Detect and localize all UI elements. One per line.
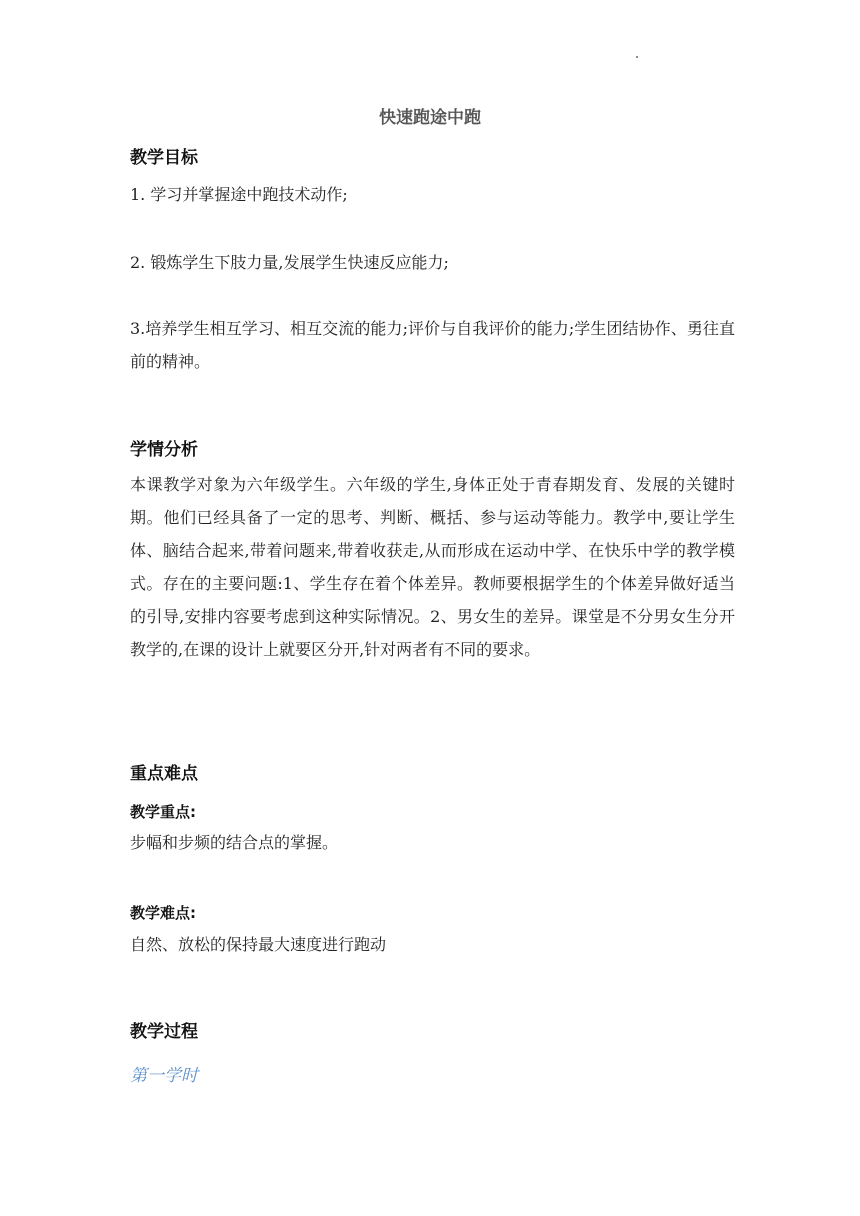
objective-item-3: 3.培养学生相互学习、相互交流的能力;评价与自我评价的能力;学生团结协作、勇往直前的精神。	[130, 319, 735, 371]
document-title: 快速跑途中跑	[379, 108, 481, 128]
objectives-heading: 教学目标	[130, 148, 198, 168]
analysis-heading: 学情分析	[130, 440, 198, 460]
process-heading: 教学过程	[130, 1022, 198, 1042]
keypoints-heading: 重点难点	[130, 764, 198, 784]
focus-label: 教学重点:	[130, 803, 196, 821]
objective-item-2: 2. 锻炼学生下肢力量,发展学生快速反应能力;	[130, 253, 449, 272]
session-label: 第一学时	[130, 1066, 198, 1086]
difficulty-text: 自然、放松的保持最大速度进行跑动	[130, 935, 387, 954]
difficulty-label: 教学难点:	[130, 904, 196, 922]
header-dot	[636, 56, 638, 58]
analysis-text: 本课教学对象为六年级学生。六年级的学生,身体正处于青春期发育、发展的关键时期。他们已经具备了一定的思考、判断、概括、参与运动等能力。教学中,要让学生体、脑结合起来,带着问题来,带着收获走,从而形成在运动中学、在快乐中学的教学模式。存在的主要问题:1、学生存在着个体差异。教师要根据学生的个体差异做好适当的引导,安排内容要考虑到这种实际情况。2、男女生的差异。课堂是不分男女生分开教学的,在课的设计上就要区分开,针对两者有不同的要求。	[130, 475, 735, 659]
objective-item-1: 1. 学习并掌握途中跑技术动作;	[130, 185, 348, 204]
focus-text: 步幅和步频的结合点的掌握。	[130, 833, 339, 852]
